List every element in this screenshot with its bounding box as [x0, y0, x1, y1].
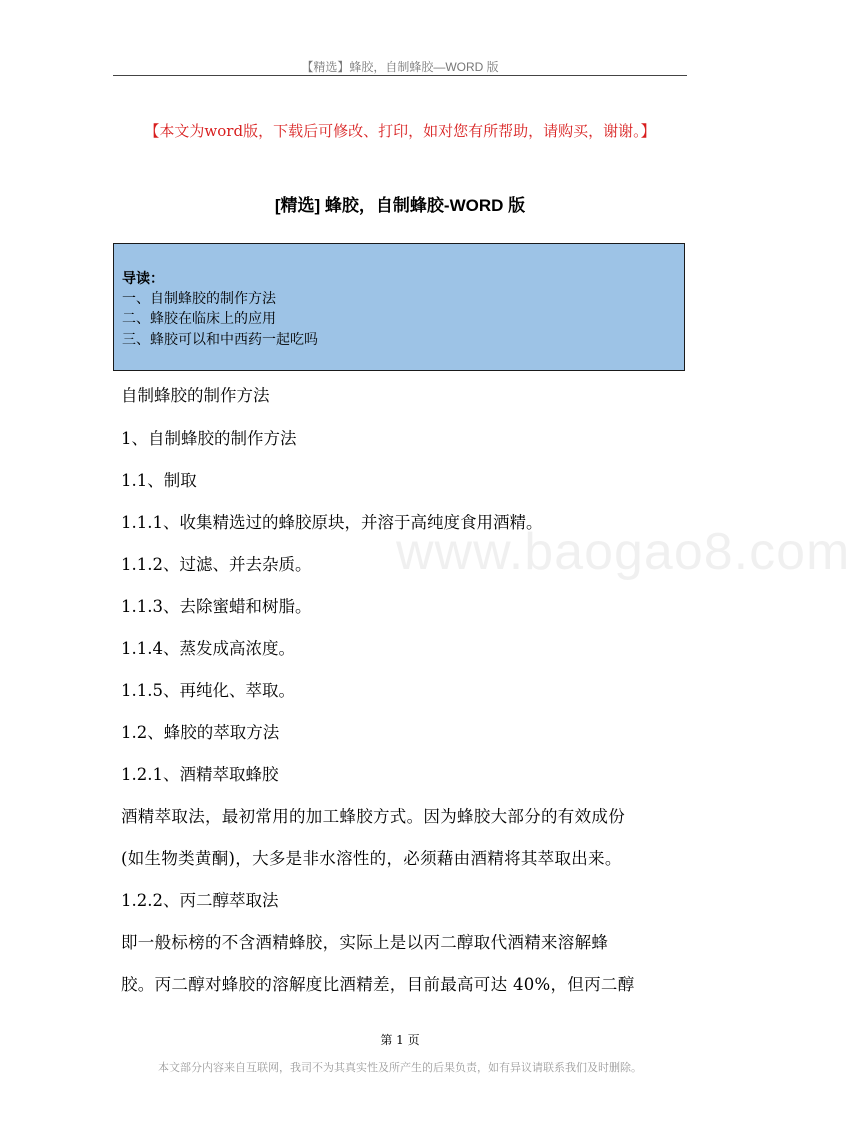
guide-label: 导读：: [122, 270, 164, 286]
page-number: 第 1 页: [380, 1033, 420, 1047]
guide-box: [113, 243, 685, 371]
guide-item: 一、自制蜂胶的制作方法: [122, 290, 276, 307]
guide-item: 二、蜂胶在临床上的应用: [122, 311, 276, 327]
document-title: [精选] 蜂胶，自制蜂胶-WORD 版: [274, 196, 526, 215]
step-1-1-1: 1.1.1、收集精选过的蜂胶原块，并溶于高纯度食用酒精。: [121, 513, 543, 532]
step-1-1-3: 1.1.3、去除蜜蜡和树脂。: [121, 597, 312, 616]
paragraph-line: 即一般标榜的不含酒精蜂胶，实际上是以丙二醇取代酒精来溶解蜂: [121, 933, 609, 952]
step-1-1-5: 1.1.5、再纯化、萃取。: [121, 681, 295, 700]
paragraph-line: 酒精萃取法，最初常用的加工蜂胶方式。因为蜂胶大部分的有效成份: [121, 807, 625, 826]
step-1-1-2: 1.1.2、过滤、并去杂质。: [121, 555, 312, 574]
page-footer: 本文部分内容来自互联网，我司不为其真实性及所产生的后果负责，如有异议请联系我们及时删除。: [158, 1061, 642, 1074]
heading-1-2: 1.2、蜂胶的萃取方法: [121, 723, 280, 742]
heading-1: 1、自制蜂胶的制作方法: [121, 429, 297, 448]
watermark: www.baogao8.com: [396, 523, 850, 581]
guide-item: 三、蜂胶可以和中西药一起吃吗: [122, 331, 318, 348]
download-notice: 【本文为word版，下载后可修改、打印，如对您有所帮助，请购买，谢谢。】: [144, 122, 656, 140]
header-rule: [113, 75, 687, 76]
paragraph-line: (如生物类黄酮)，大多是非水溶性的，必须藉由酒精将其萃取出来。: [121, 849, 622, 868]
section-heading: 自制蜂胶的制作方法: [121, 386, 270, 405]
step-1-1-4: 1.1.4、蒸发成高浓度。: [121, 639, 295, 658]
heading-1-2-2: 1.2.2、丙二醇萃取法: [121, 891, 279, 910]
heading-1-1: 1.1、制取: [121, 471, 197, 490]
page-header: 【精选】蜂胶，自制蜂胶—WORD 版: [301, 60, 499, 74]
paragraph-line: 胶。丙二醇对蜂胶的溶解度比酒精差，目前最高可达 40%，但丙二醇: [121, 975, 635, 994]
heading-1-2-1: 1.2.1、酒精萃取蜂胶: [121, 765, 279, 784]
